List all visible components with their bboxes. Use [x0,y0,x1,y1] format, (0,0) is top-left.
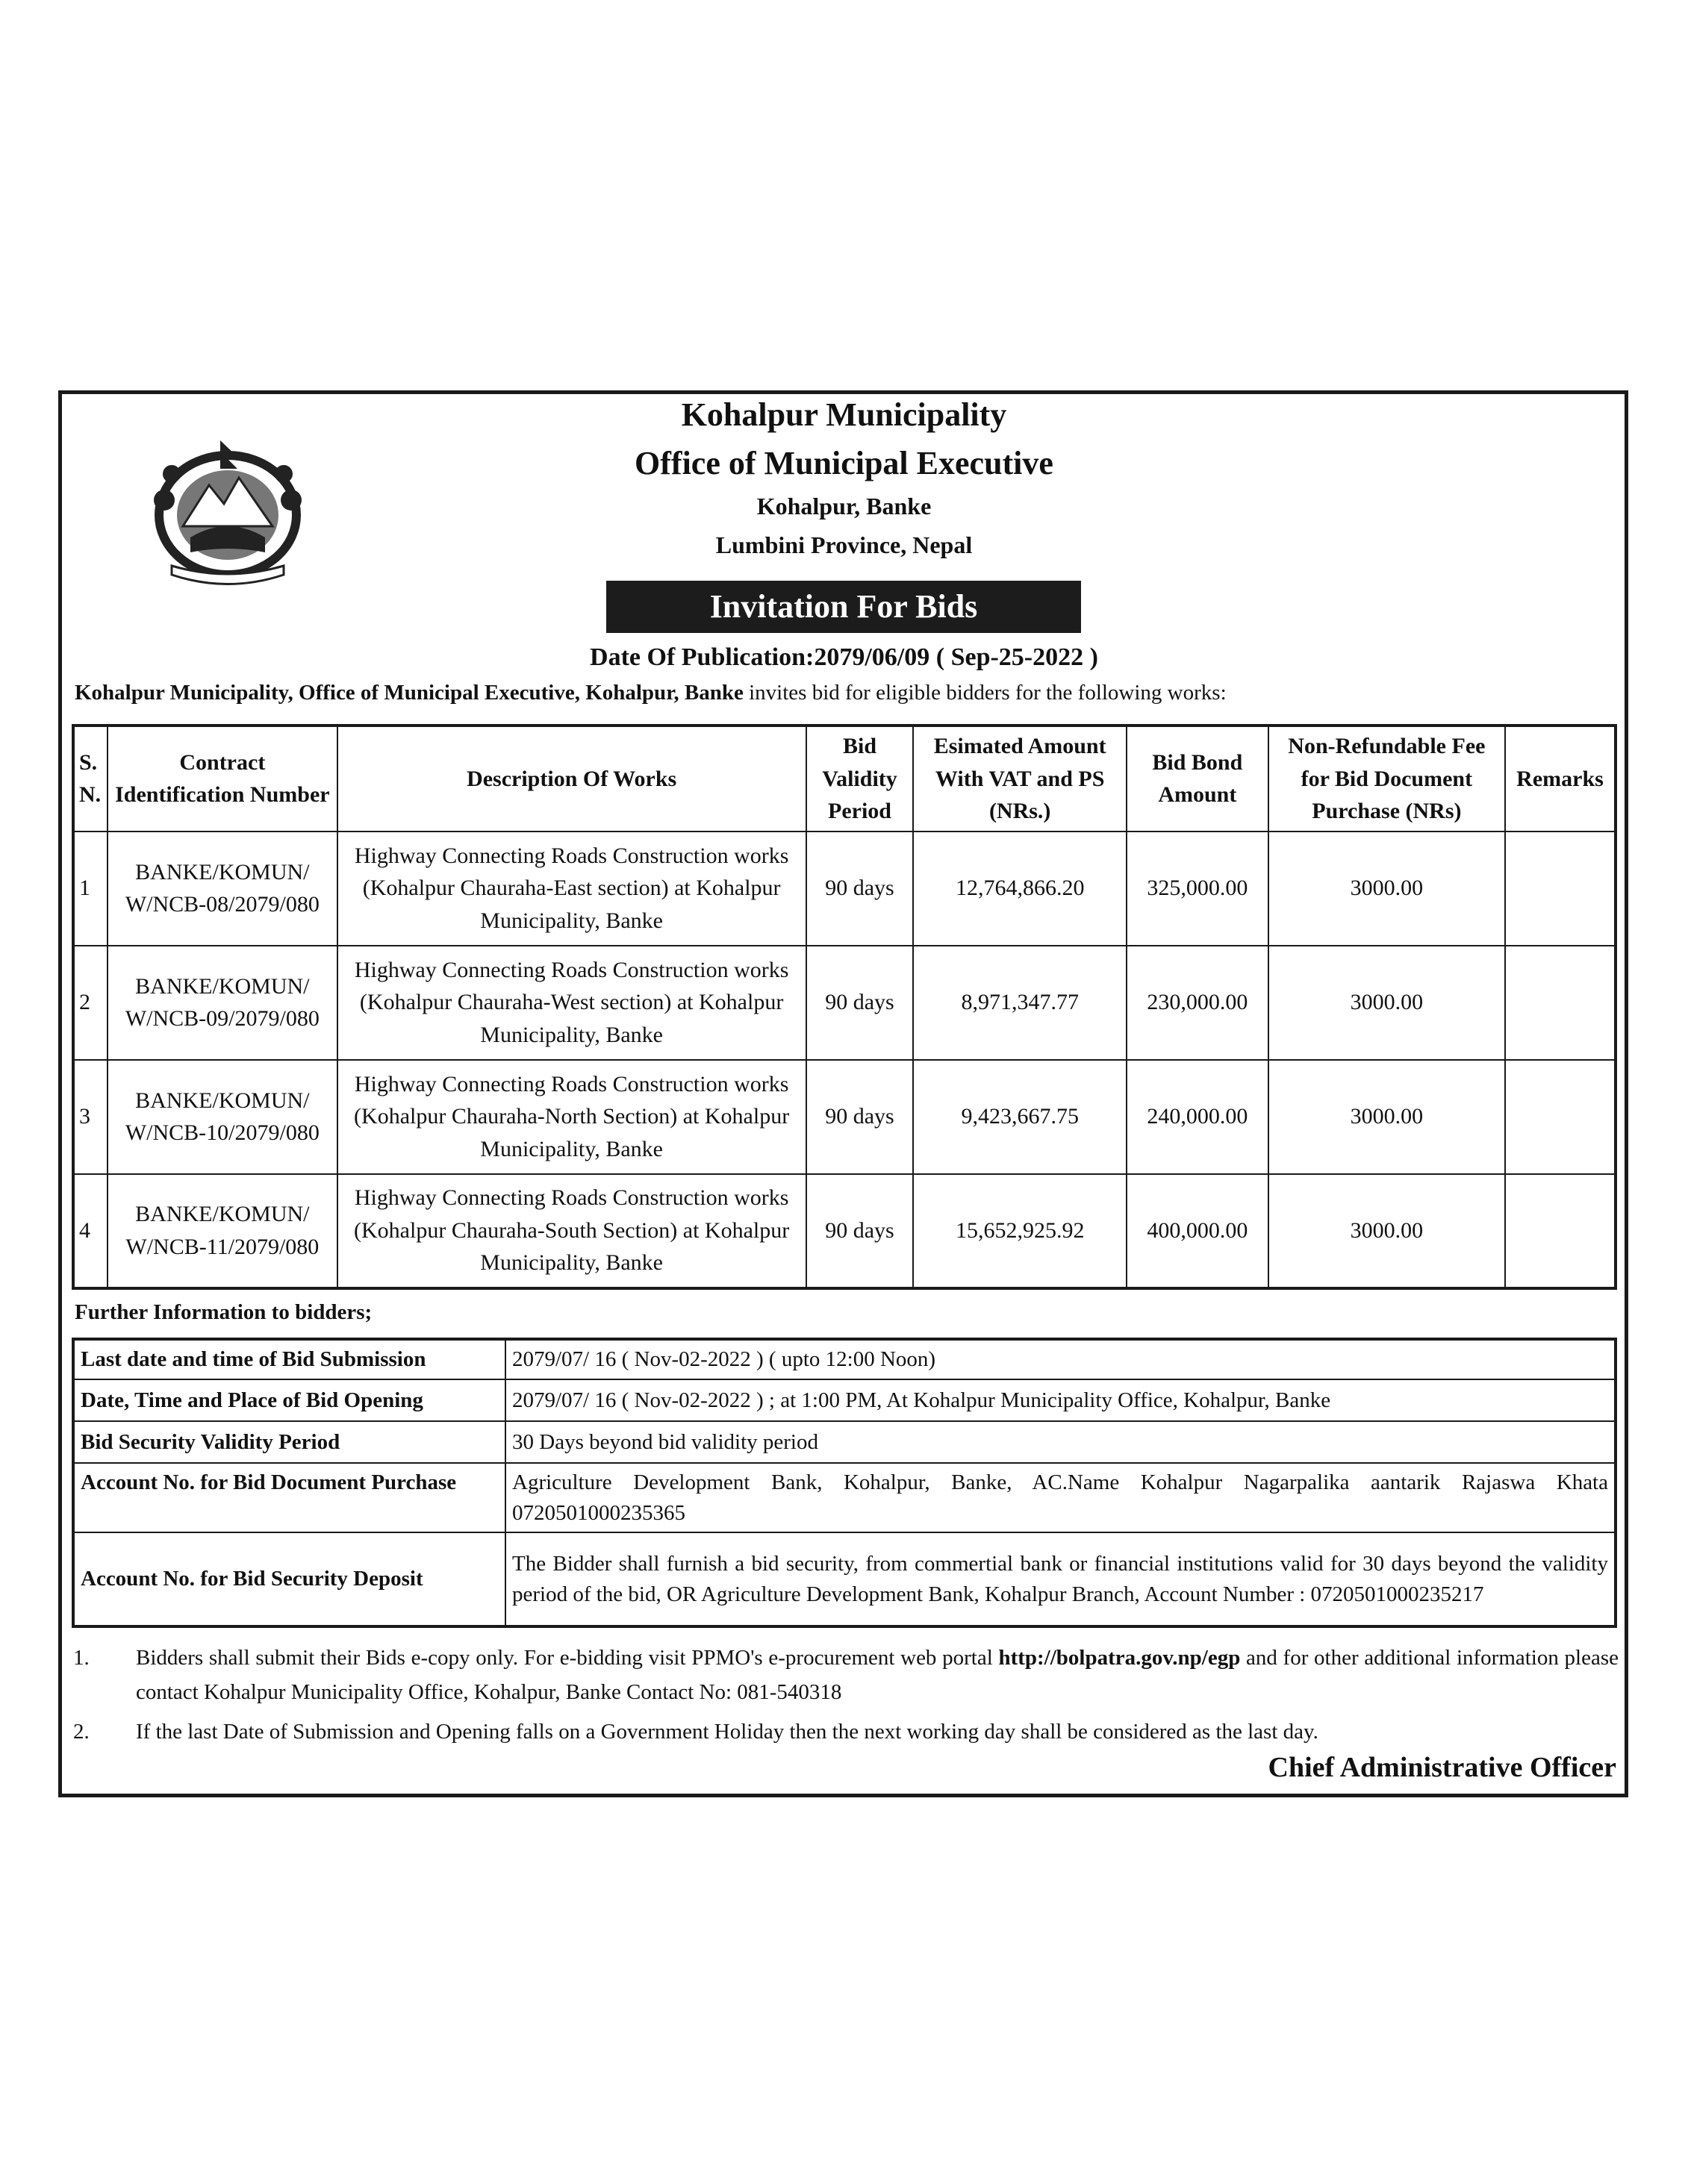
note-number: 1. [73,1646,90,1670]
row-bond: 230,000.00 [1127,946,1268,1060]
note-number: 2. [73,1719,90,1744]
note-text: If the last Date of Submission and Opening falls on a Government Holiday then the next working day shall be considered as the last day. [136,1719,1318,1744]
row-amount: 12,764,866.20 [913,832,1127,946]
col-header-fee: Non-Refundable Fee for Bid Document Purchase (NRs) [1268,726,1505,832]
further-info-table [72,1338,1617,1628]
note-text [136,1641,1619,1710]
table-row [73,832,1616,946]
works-header-row [73,726,1616,832]
info-row [73,1532,1616,1626]
row-bond: 240,000.00 [1127,1060,1268,1174]
publication-date: Date Of Publication:2079/06/09 ( Sep-25-2022 ) [590,643,1098,671]
signature-title: Chief Administrative Officer [1268,1752,1616,1783]
info-label: Bid Security Validity Period [73,1421,505,1463]
row-remarks [1505,1174,1616,1288]
note-item [73,1641,1619,1710]
col-header-contract-id: Contract Identification Number [108,726,337,832]
notes-list [73,1641,1619,1753]
row-remarks [1505,1060,1616,1174]
row-validity: 90 days [806,1060,914,1174]
table-row [73,946,1616,1060]
row-contract-id: BANKE/KOMUN/ W/NCB-10/2079/080 [108,1060,337,1174]
row-amount: 8,971,347.77 [913,946,1127,1060]
row-amount: 9,423,667.75 [913,1060,1127,1174]
info-value: 2079/07/ 16 ( Nov-02-2022 ) ; at 1:00 PM, At Kohalpur Municipality Office, Kohalpur, Banke [505,1379,1616,1421]
row-bond: 400,000.00 [1127,1174,1268,1288]
row-contract-id: BANKE/KOMUN/ W/NCB-08/2079/080 [108,832,337,946]
col-header-description: Description Of Works [337,726,806,832]
row-validity: 90 days [806,832,914,946]
col-header-amount: Esimated Amount With VAT and PS (NRs.) [913,726,1127,832]
row-sn: 3 [73,1060,108,1174]
works-table [72,724,1617,1290]
row-fee: 3000.00 [1268,832,1505,946]
info-label: Account No. for Bid Security Deposit [73,1532,505,1626]
row-amount: 15,652,925.92 [913,1174,1127,1288]
note-text-part: and for other additional information please contact Kohalpur Municipality Office, Kohalpur, Banke Contact No: 081-540318 [136,1646,1619,1705]
info-label: Date, Time and Place of Bid Opening [73,1379,505,1421]
municipality-name: Kohalpur Municipality [681,396,1007,433]
col-header-bond: Bid Bond Amount [1127,726,1268,832]
row-fee: 3000.00 [1268,1060,1505,1174]
col-header-validity: Bid Validity Period [806,726,914,832]
table-row [73,1174,1616,1288]
row-description: Highway Connecting Roads Construction works (Kohalpur Chauraha-West section) at Kohalpur Municipality, Banke [337,946,806,1060]
intro-bold: Kohalpur Municipality, Office of Municipal Executive, Kohalpur, Banke [75,681,744,705]
info-row [73,1421,1616,1463]
note-text-part: Bidders shall submit their Bids e-copy only. For e-bidding visit PPMO's e-procurement web portal [136,1646,999,1670]
row-validity: 90 days [806,1174,914,1288]
row-sn: 1 [73,832,108,946]
info-value: 2079/07/ 16 ( Nov-02-2022 ) ( upto 12:00 Noon) [505,1339,1616,1379]
info-row [73,1339,1616,1379]
col-header-sn: S. N. [73,726,108,832]
info-row [73,1379,1616,1421]
row-validity: 90 days [806,946,914,1060]
info-value: 30 Days beyond bid validity period [505,1421,1616,1463]
portal-link[interactable]: http://bolpatra.gov.np/egp [998,1646,1241,1670]
row-bond: 325,000.00 [1127,832,1268,946]
row-contract-id: BANKE/KOMUN/ W/NCB-11/2079/080 [108,1174,337,1288]
intro-rest: invites bid for eligible bidders for the following works: [743,681,1227,705]
row-description: Highway Connecting Roads Construction works (Kohalpur Chauraha-East section) at Kohalpur Municipality, Banke [337,832,806,946]
row-sn: 4 [73,1174,108,1288]
info-value: The Bidder shall furnish a bid security, from commertial bank or financial institutions valid for 30 days beyond the validity period of the bid, OR Agriculture Development Bank, Kohalpur Branch, Account Number : 0720501000235217 [505,1532,1616,1626]
table-row [73,1060,1616,1174]
info-row [73,1463,1616,1532]
info-label: Account No. for Bid Document Purchase [73,1463,505,1532]
row-remarks [1505,832,1616,946]
row-remarks [1505,946,1616,1060]
office-province: Lumbini Province, Nepal [715,531,973,558]
col-header-remarks: Remarks [1505,726,1616,832]
office-name: Office of Municipal Executive [635,445,1053,481]
info-value: Agriculture Development Bank, Kohalpur, Banke, AC.Name Kohalpur Nagarpalika aantarik Rajaswa Khata 0720501000235365 [505,1463,1616,1532]
row-fee: 3000.00 [1268,946,1505,1060]
note-item [73,1715,1619,1749]
row-sn: 2 [73,946,108,1060]
row-fee: 3000.00 [1268,1174,1505,1288]
row-description: Highway Connecting Roads Construction works (Kohalpur Chauraha-North Section) at Kohalpur Municipality, Banke [337,1060,806,1174]
row-description: Highway Connecting Roads Construction works (Kohalpur Chauraha-South Section) at Kohalpur Municipality, Banke [337,1174,806,1288]
intro-text [75,681,1227,705]
invitation-banner: Invitation For Bids [606,581,1081,633]
row-contract-id: BANKE/KOMUN/ W/NCB-09/2079/080 [108,946,337,1060]
further-info-title: Further Information to bidders; [75,1300,373,1324]
office-location: Kohalpur, Banke [756,493,932,520]
info-label: Last date and time of Bid Submission [73,1339,505,1379]
